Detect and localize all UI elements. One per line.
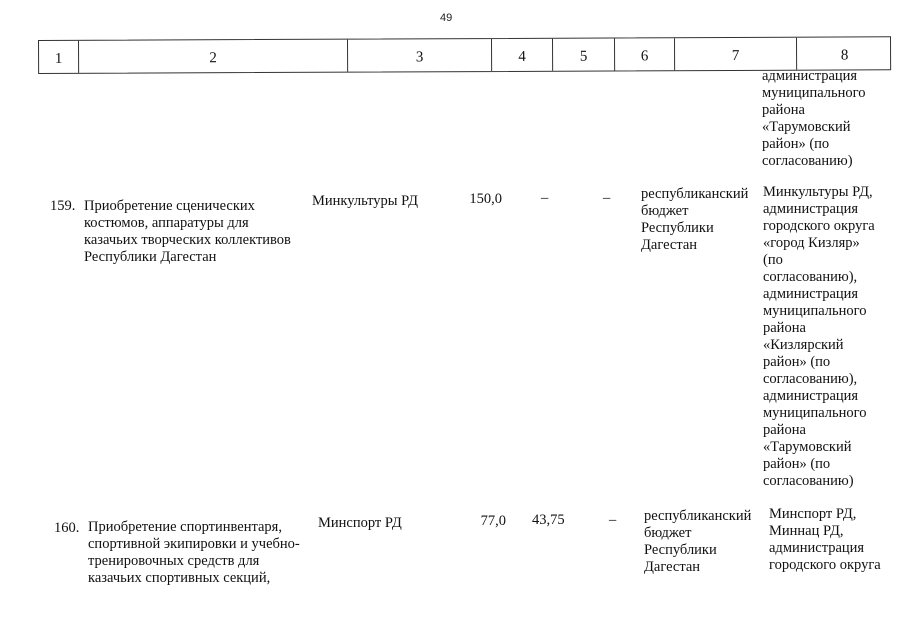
header-col-1: 1 (39, 41, 79, 73)
header-col-6: 6 (615, 38, 675, 70)
row-name: Приобретение спортинвентаря, спортивной экипировки и учебно- тренировочных средств для казачьих спортивных секций, (88, 519, 300, 586)
row-col5: 43,75 (532, 512, 565, 528)
header-col-5: 5 (553, 38, 615, 70)
header-col-3: 3 (348, 39, 492, 72)
row-source: республиканский бюджет Республики Дагестан (644, 508, 752, 575)
row-number: 159. (50, 198, 76, 214)
row-col4: 150,0 (469, 191, 502, 207)
header-col-2: 2 (79, 40, 348, 73)
row-name: Приобретение сценических костюмов, аппаратуры для казачьих творческих коллективов Республики Дагестан (84, 198, 291, 265)
row-col6: – (609, 512, 617, 528)
header-col-7: 7 (675, 38, 797, 71)
row-number: 160. (54, 520, 80, 536)
row-executor: Минспорт РД (318, 515, 402, 531)
row-executor: Минкультуры РД (312, 193, 419, 209)
row-partners: Минспорт РД, Миннац РД, администрация городского округа (769, 506, 881, 573)
row-col5: – (541, 190, 549, 206)
continuation-col8: администрация муниципального района «Тарумовский район» (по согласованию) (762, 68, 866, 169)
row-col6: – (603, 190, 611, 206)
row-source: республиканский бюджет Республики Дагестан (641, 186, 749, 253)
row-col4: 77,0 (480, 513, 506, 529)
row-partners: Минкультуры РД, администрация городского округа «город Кизляр» (по согласованию), администрация муниципального района «Кизлярский район» (по согласованию), администрация муниципального района «Тарумовский район» (по согласованию) (763, 184, 875, 489)
header-col-4: 4 (492, 39, 553, 71)
header-col-8: 8 (840, 47, 849, 64)
page-number: 49 (440, 12, 453, 24)
